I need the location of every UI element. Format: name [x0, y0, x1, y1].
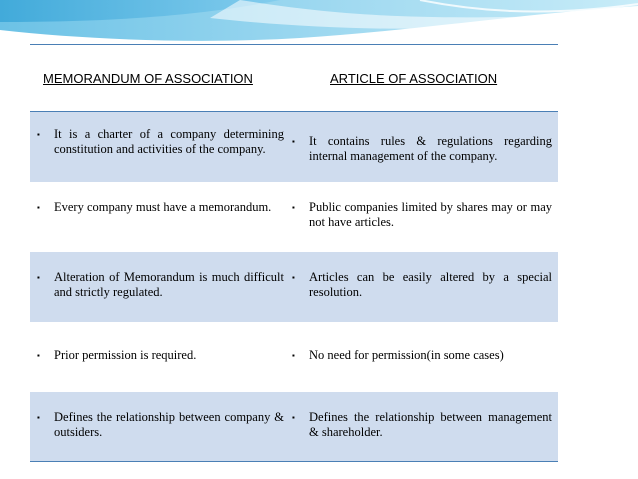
square-bullet-icon: ▪: [292, 273, 295, 282]
square-bullet-icon: ▪: [37, 413, 40, 422]
memorandum-cell: ▪ Prior permission is required.: [30, 322, 284, 392]
comparison-table: [30, 44, 558, 462]
square-bullet-icon: ▪: [37, 130, 40, 139]
square-bullet-icon: ▪: [292, 137, 295, 146]
square-bullet-icon: ▪: [37, 203, 40, 212]
table-row: [30, 182, 558, 252]
square-bullet-icon: ▪: [292, 351, 295, 360]
decorative-wave-banner: [0, 0, 638, 48]
memorandum-cell: ▪ Alteration of Memorandum is much difficult and strictly regulated.: [30, 252, 284, 322]
square-bullet-icon: ▪: [37, 351, 40, 360]
articles-cell: ▪ Defines the relationship between management & shareholder.: [284, 392, 558, 461]
articles-cell: ▪ Public companies limited by shares may or may not have articles.: [284, 182, 558, 252]
memorandum-cell: ▪ It is a charter of a company determining constitution and activities of the company.: [30, 112, 284, 182]
memorandum-cell: ▪ Every company must have a memorandum.: [30, 182, 284, 252]
table-row: [30, 392, 558, 462]
table-row: [30, 322, 558, 392]
table-row: [30, 252, 558, 322]
table-header: [30, 45, 558, 112]
articles-cell: ▪ It contains rules & regulations regarding internal management of the company.: [284, 112, 558, 182]
square-bullet-icon: ▪: [37, 273, 40, 282]
square-bullet-icon: ▪: [292, 203, 295, 212]
articles-cell: ▪ Articles can be easily altered by a special resolution.: [284, 252, 558, 322]
memorandum-cell: ▪ Defines the relationship between company & outsiders.: [30, 392, 284, 461]
square-bullet-icon: ▪: [292, 413, 295, 422]
articles-cell: ▪ No need for permission(in some cases): [284, 322, 558, 392]
header-articles: ARTICLE OF ASSOCIATION: [330, 71, 498, 86]
header-memorandum: MEMORANDUM OF ASSOCIATION: [43, 71, 253, 86]
table-row: [30, 112, 558, 182]
